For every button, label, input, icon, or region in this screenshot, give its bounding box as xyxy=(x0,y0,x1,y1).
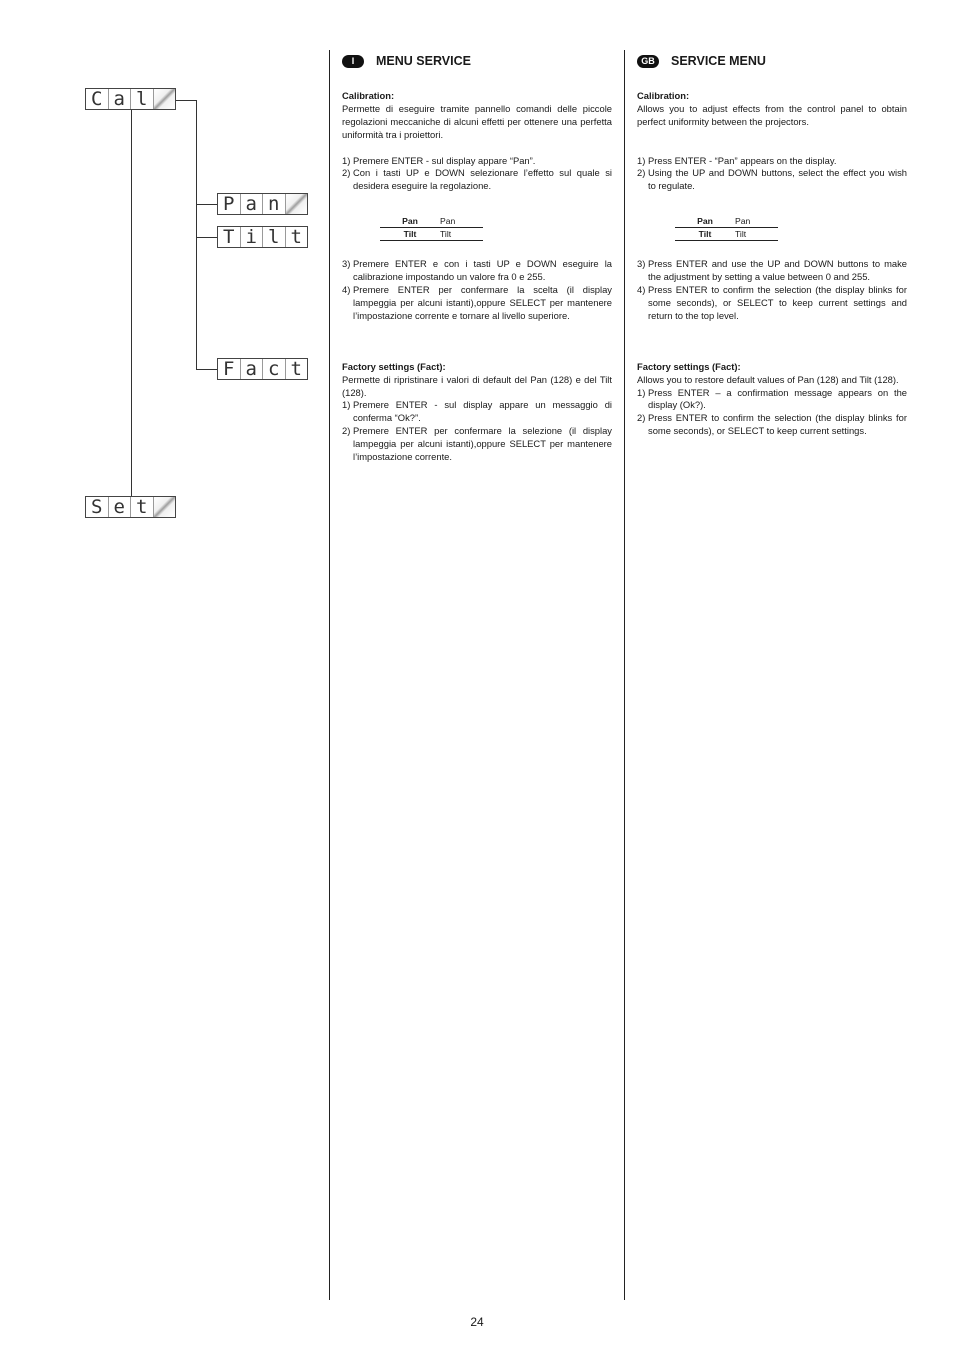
lcd-char: a xyxy=(109,89,132,109)
lcd-char: i xyxy=(241,227,264,247)
connector-cal-down xyxy=(131,110,132,496)
lcd-char: T xyxy=(218,227,241,247)
page-number: 24 xyxy=(470,1315,484,1329)
lcd-glare xyxy=(154,89,176,109)
step: 2) Press ENTER to confirm the selection (the display blinks for some seconds), or SELECT to keep current settings. xyxy=(637,412,907,437)
step: 1) Premere ENTER - sul display appare un messaggio di conferma “Ok?”. xyxy=(342,399,612,424)
lcd-char: l xyxy=(131,89,154,109)
step: 1) Press ENTER - “Pan” appears on the display. xyxy=(637,154,837,166)
table-row: Tilt Tilt xyxy=(675,228,778,241)
step: 3) Press ENTER and use the UP and DOWN buttons to make the adjustment by setting a value between 0 and 255. xyxy=(637,258,907,283)
step: 2) Con i tasti UP e DOWN selezionare l’effetto sul quale si desidera eseguire la regolazione. xyxy=(342,167,612,192)
factory-settings-description: Permette di ripristinare i valori di default del Pan (128) e del Tilt (128). xyxy=(342,373,612,398)
lcd-cal xyxy=(85,88,176,110)
table-row: Pan Pan xyxy=(380,215,483,228)
section-title: MENU SERVICE xyxy=(376,53,471,68)
calibration-description: Permette di eseguire tramite pannello comandi delle piccole regolazioni meccaniche di alcuni effetti per ottenere una perfetta uniformità tra i proiettori. xyxy=(342,102,612,140)
lcd-char: e xyxy=(109,497,132,517)
section-header xyxy=(342,52,612,70)
language-badge: I xyxy=(342,55,364,68)
calibration-description: Allows you to adjust effects from the control panel to obtain perfect uniformity between the projectors. xyxy=(637,102,907,127)
connector-cal-right xyxy=(176,100,196,101)
calibration-heading: Calibration: xyxy=(637,90,690,101)
column-divider-left xyxy=(329,50,330,1300)
step: 4) Premere ENTER per confermare la scelta (il display lampeggia per alcuni istanti),oppure SELECT per mantenere l’impostazione corrente e tornare al livello superiore. xyxy=(342,284,612,321)
step: 3) Premere ENTER e con i tasti UP e DOWN eseguire la calibrazione impostando un valore fra 0 e 255. xyxy=(342,258,612,283)
lcd-char: l xyxy=(263,227,286,247)
italian-column xyxy=(342,52,612,464)
connector-to-fact xyxy=(196,369,217,370)
lcd-char: P xyxy=(218,194,241,214)
factory-settings-description: Allows you to restore default values of Pan (128) and Tilt (128). xyxy=(637,373,899,385)
lcd-glare xyxy=(154,497,176,517)
lcd-char: a xyxy=(241,194,264,214)
connector-to-tilt xyxy=(196,237,217,238)
factory-settings-heading: Factory settings (Fact): xyxy=(637,360,741,372)
effect-table xyxy=(380,215,483,241)
menu-tree-diagram xyxy=(0,0,330,560)
step: 2) Using the UP and DOWN buttons, select the effect you wish to regulate. xyxy=(637,167,907,192)
connector-to-pan xyxy=(196,204,217,205)
table-row: Pan Pan xyxy=(675,215,778,228)
lcd-char: F xyxy=(218,359,241,379)
language-badge: GB xyxy=(637,55,659,68)
step: 1) Premere ENTER - sul display appare “Pan”. xyxy=(342,154,536,166)
effect-table xyxy=(675,215,778,241)
lcd-pan xyxy=(217,193,308,215)
section-header xyxy=(637,52,907,70)
step: 4) Press ENTER to confirm the selection (the display blinks for some seconds), or SELECT to keep current settings and return to the top level. xyxy=(637,284,907,321)
section-title: SERVICE MENU xyxy=(671,53,766,68)
lcd-char: C xyxy=(86,89,109,109)
table-row: Tilt Tilt xyxy=(380,228,483,241)
lcd-char: t xyxy=(286,227,308,247)
lcd-set xyxy=(85,496,176,518)
lcd-fact xyxy=(217,358,308,380)
connector-branch-vertical xyxy=(196,100,197,370)
factory-settings-heading: Factory settings (Fact): xyxy=(342,360,446,372)
column-divider-right xyxy=(624,50,625,1300)
lcd-tilt xyxy=(217,226,308,248)
lcd-glare xyxy=(286,194,308,214)
lcd-char: n xyxy=(263,194,286,214)
english-column xyxy=(637,52,907,438)
lcd-char: t xyxy=(131,497,154,517)
step: 1) Press ENTER – a confirmation message appears on the display (Ok?). xyxy=(637,386,907,411)
step: 2) Premere ENTER per confermare la selezione (il display lampeggia per alcuni istanti),oppure SELECT per mantenere l’impostazione corrente. xyxy=(342,425,612,463)
lcd-char: S xyxy=(86,497,109,517)
lcd-char: c xyxy=(263,359,286,379)
calibration-heading: Calibration: xyxy=(342,90,395,101)
lcd-char: a xyxy=(241,359,264,379)
lcd-char: t xyxy=(286,359,308,379)
